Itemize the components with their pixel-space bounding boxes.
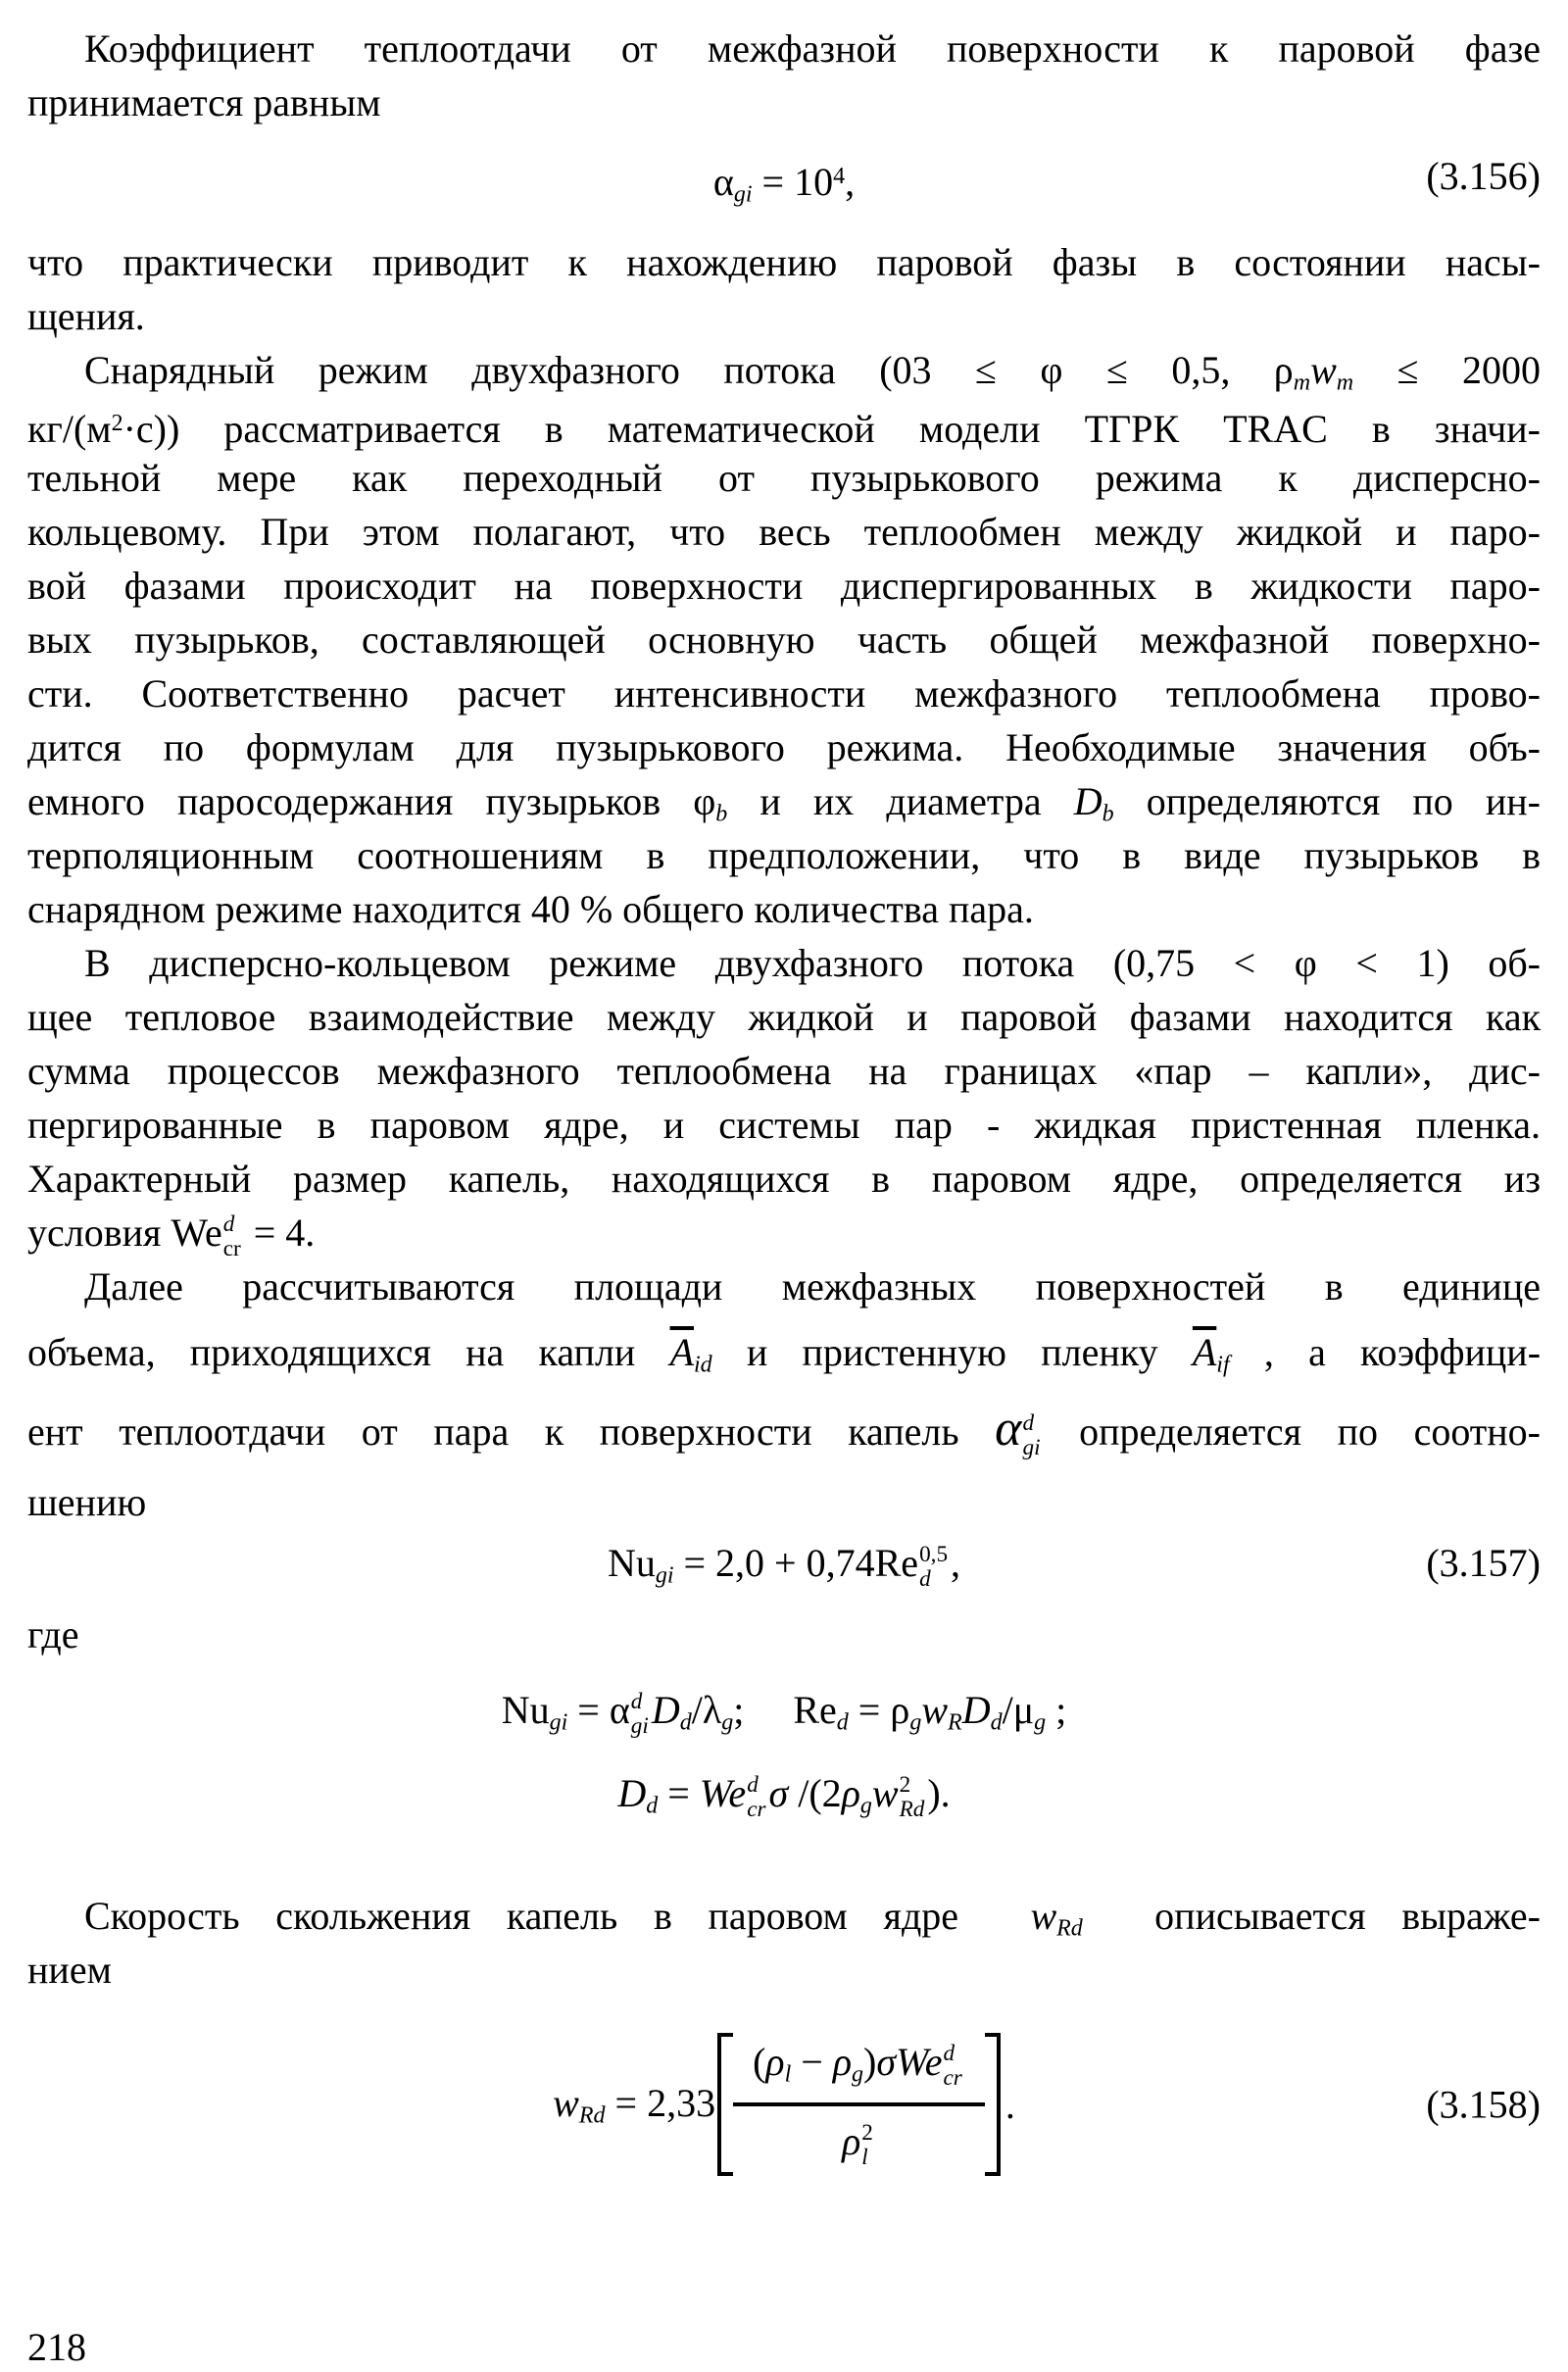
text-line: щения. xyxy=(27,294,145,338)
text-line: тельной мере как переходный от пузырькового режима к дисперсно- xyxy=(27,456,1541,500)
text-line: шению xyxy=(27,1480,147,1524)
fraction-numerator: $(\rho_l - \rho_g)\sigma We$ d cr xyxy=(753,2040,962,2091)
equation-3157-body: $Nu_{gi} = 2,0 + 0,74Re$ 0,5 d , xyxy=(607,1541,961,1592)
equation-3157 xyxy=(27,1529,1541,1598)
equation-3156 xyxy=(27,137,1541,216)
equation-3158-number: (3.158) xyxy=(1426,2082,1541,2127)
equation-3158-lead: $w_{Rd} = 2,33$ xyxy=(553,2080,716,2129)
text-line: Снарядный режим двухфазного потока (03 ≤ φ ≤ 0,5, $\rho_mw_m \le 2000$ xyxy=(84,348,1541,396)
equation-3156-body: $\alpha_{gi} = 10^4$, xyxy=(712,160,856,208)
equation-3158-period: . xyxy=(1004,2082,1015,2127)
text-line: щее тепловое взаимодействие между жидкой и паровой фазами находится как xyxy=(27,995,1541,1039)
fraction xyxy=(733,2033,985,2176)
text-line: емного паросодержания пузырьков $\varphi_b$ и их диаметра $D_b$ определяются по ин- xyxy=(27,779,1541,827)
page-number: 218 xyxy=(27,2325,86,2369)
text-line: объема, приходящихся на капли $\overline{A}_{id}$ и пристенную пленку $\overline{A}_{if}$ , а коэффици- xyxy=(27,1330,1542,1378)
equation-3157-number: (3.157) xyxy=(1426,1541,1541,1585)
text-line: вых пузырьков, составляющей основную часть общей межфазной поверхно- xyxy=(27,618,1541,662)
right-bracket xyxy=(985,2033,1001,2176)
text-line: сти. Соответственно расчет интенсивности межфазного теплообмена прово- xyxy=(27,671,1541,716)
text-line: пергированные в паровом ядре, и системы пар - жидкая пристенная пленка. xyxy=(27,1103,1541,1147)
equation-3156-number: (3.156) xyxy=(1426,154,1541,198)
definition-equation-2: $D_d = We$ d cr σ $/(2\rho_gw$ 2 Rd ). xyxy=(617,1771,951,1822)
definition-equation-1: $Nu_{gi} = \alpha$ d gi $D_d/\lambda_g$; $Re_d = \rho_gw_RD_d/\mu_g$ ; xyxy=(501,1688,1067,1739)
text-line: дится по формулам для пузырькового режима. Необходимые значения объ- xyxy=(27,725,1541,769)
left-bracket xyxy=(717,2033,733,2176)
text-line: сумма процессов межфазного теплообмена на границах «пар – капли», дис- xyxy=(27,1049,1541,1093)
equation-3158 xyxy=(27,2021,1541,2188)
text-line: условия We d cr = 4. xyxy=(27,1211,316,1261)
text-line: нием xyxy=(27,1948,112,1992)
text-line: снарядном режиме находится 40 % общего количества пара. xyxy=(27,887,1034,931)
text-line: терполяционным соотношениям в предположении, что в виде пузырьков в xyxy=(27,833,1541,877)
text-line: $кг/(м^2\cdot с)$) рассматривается в математической модели ТГРК TRAC в значи- xyxy=(27,407,1541,451)
text-line: Далее рассчитываются площади межфазных поверхностей в единице xyxy=(84,1264,1541,1309)
where-label: где xyxy=(27,1612,79,1656)
text-line: вой фазами происходит на поверхности диспергированных в жидкости паро- xyxy=(27,564,1541,608)
text-line: что практически приводит к нахождению паровой фазы в состоянии насы- xyxy=(27,240,1541,284)
text-line: Характерный размер капель, находящихся в паровом ядре, определяется из xyxy=(27,1157,1541,1201)
text-line: кольцевому. При этом полагают, что весь теплообмен между жидкой и паро- xyxy=(27,510,1541,554)
fraction-denominator: ρ 2 l xyxy=(733,2102,985,2176)
text-line: В дисперсно-кольцевом режиме двухфазного потока (0,75 < φ < 1) об- xyxy=(84,941,1541,985)
text-line: Скорость скольжения капель в паровом ядре $w_{Rd}$ описывается выраже- xyxy=(84,1894,1541,1942)
text-line: Коэффициент теплоотдачи от межфазной поверхности к паровой фазе xyxy=(84,26,1541,71)
equation-3158-bracketed-term xyxy=(717,2033,1001,2176)
text-line: ент теплоотдачи от пара к поверхности капель α d gi определяется по соотно- xyxy=(27,1401,1541,1460)
text-line: принимается равным xyxy=(27,80,381,124)
